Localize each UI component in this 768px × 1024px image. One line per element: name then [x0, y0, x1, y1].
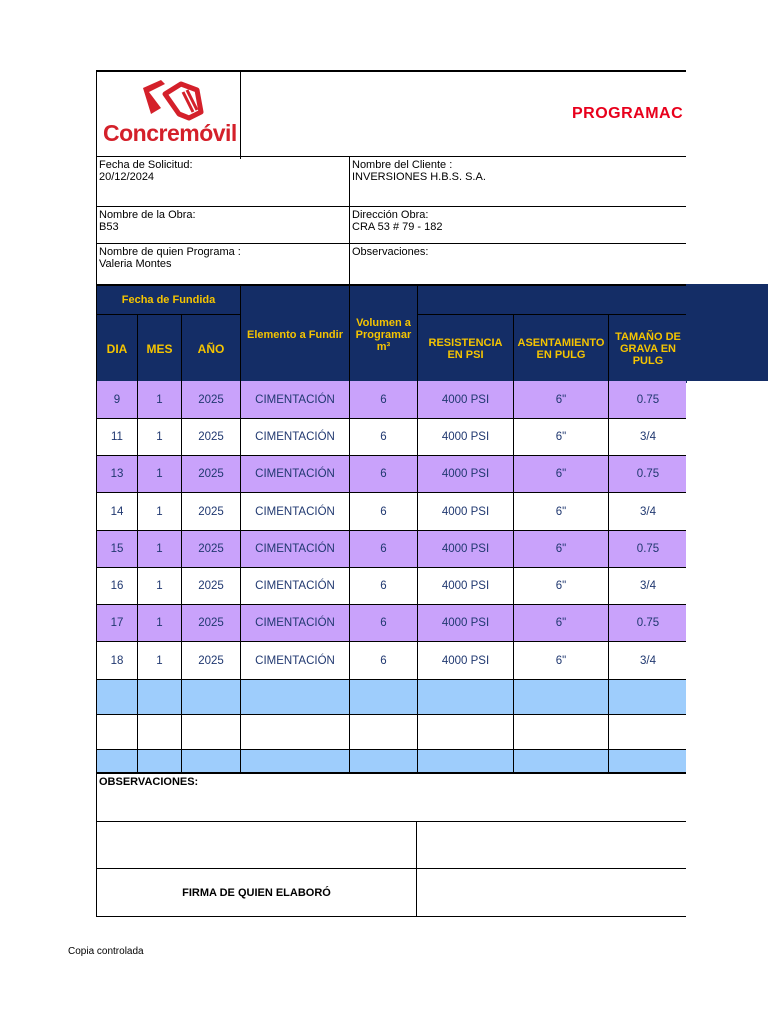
quien-programa [97, 244, 350, 285]
cell-dia: 9 [97, 381, 138, 418]
header-anio: AÑO [182, 314, 241, 383]
header-tamano: TAMAÑO DE GRAVA EN PULG [609, 314, 687, 383]
cell-mes: 1 [138, 456, 182, 492]
header-asentamiento: ASENTAMIENTO EN PULG [514, 314, 609, 383]
cell-empty [418, 680, 514, 714]
observaciones-label: Observaciones: [352, 246, 429, 258]
header-mes: MES [138, 314, 182, 383]
cell-asentamiento: 6" [514, 493, 609, 530]
header-volumen: Volumen a Programar m³ [350, 286, 418, 383]
nombre-obra [97, 207, 350, 244]
cell-volumen: 6 [350, 419, 418, 455]
header-band-extension [686, 284, 768, 381]
cell-empty [609, 680, 687, 714]
cell-empty [182, 750, 241, 772]
table-row-empty [96, 715, 686, 750]
cell-volumen: 6 [350, 642, 418, 679]
table-row [96, 381, 686, 419]
cell-empty [138, 680, 182, 714]
nombre-cliente [350, 157, 687, 207]
cell-empty [241, 680, 350, 714]
cell-empty [418, 715, 514, 749]
observaciones-section [96, 773, 686, 821]
cell-asentamiento: 6" [514, 381, 609, 418]
cell-volumen: 6 [350, 531, 418, 567]
cell-empty [609, 750, 687, 772]
cell-empty [514, 750, 609, 772]
cell-volumen: 6 [350, 381, 418, 418]
table-row [96, 531, 686, 568]
table-header [96, 284, 686, 381]
info-row-3 [96, 243, 686, 284]
obra-label: Nombre de la Obra: [99, 209, 196, 221]
direccion-value: CRA 53 # 79 - 182 [352, 221, 443, 233]
cell-elemento: CIMENTACIÓN [241, 493, 350, 530]
cell-empty [241, 750, 350, 772]
fecha-solicitud-label: Fecha de Solicitud: [99, 159, 193, 171]
cell-empty [241, 715, 350, 749]
header-elemento: Elemento a Fundir [241, 286, 350, 383]
direccion-obra [350, 207, 687, 244]
cell-empty [514, 680, 609, 714]
cell-asentamiento: 6" [514, 642, 609, 679]
cell-empty [182, 680, 241, 714]
cell-elemento: CIMENTACIÓN [241, 381, 350, 418]
fecha-solicitud-value: 20/12/2024 [99, 171, 155, 183]
cell-volumen: 6 [350, 493, 418, 530]
table-row-empty [96, 680, 686, 715]
cell-asentamiento: 6" [514, 419, 609, 455]
cell-resistencia: 4000 PSI [418, 568, 514, 604]
cell-resistencia: 4000 PSI [418, 456, 514, 492]
table-row [96, 493, 686, 531]
cell-asentamiento: 6" [514, 456, 609, 492]
cell-resistencia: 4000 PSI [418, 419, 514, 455]
cell-elemento: CIMENTACIÓN [241, 531, 350, 567]
cell-elemento: CIMENTACIÓN [241, 568, 350, 604]
cell-anio: 2025 [182, 642, 241, 679]
cell-dia: 11 [97, 419, 138, 455]
cell-tamano: 3/4 [640, 654, 656, 667]
cell-dia: 17 [97, 605, 138, 641]
table-row [96, 456, 686, 493]
cell-tamano: 3/4 [640, 505, 656, 518]
cell-dia: 13 [97, 456, 138, 492]
signature-row [96, 821, 686, 869]
logo-box [97, 72, 241, 159]
cell-tamano: 3/4 [640, 580, 656, 592]
cell-asentamiento: 6" [514, 568, 609, 604]
cell-mes: 1 [138, 568, 182, 604]
header-dia: DIA [97, 314, 138, 383]
firma-box-left [97, 869, 417, 916]
firma-label: FIRMA DE QUIEN ELABORÓ [182, 886, 331, 899]
concremovil-logo-icon [135, 74, 225, 124]
signature-box-right [417, 822, 687, 868]
cell-volumen: 6 [350, 568, 418, 604]
cell-empty [418, 750, 514, 772]
cell-mes: 1 [138, 605, 182, 641]
cell-empty [97, 715, 138, 749]
info-row-2 [96, 206, 686, 243]
cell-empty [609, 715, 687, 749]
table-row [96, 605, 686, 642]
document-title: PROGRAMAC [572, 105, 684, 122]
cell-empty [350, 680, 418, 714]
cell-anio: 2025 [182, 531, 241, 567]
cell-elemento: CIMENTACIÓN [241, 605, 350, 641]
cell-empty [182, 715, 241, 749]
cell-resistencia: 4000 PSI [418, 381, 514, 418]
cell-anio: 2025 [182, 419, 241, 455]
cell-dia: 16 [97, 568, 138, 604]
cell-resistencia: 4000 PSI [418, 642, 514, 679]
cell-anio: 2025 [182, 456, 241, 492]
cell-mes: 1 [138, 419, 182, 455]
info-row-1 [96, 156, 686, 206]
cell-tamano: 0.75 [636, 543, 660, 555]
cell-resistencia: 4000 PSI [418, 605, 514, 641]
cell-elemento: CIMENTACIÓN [241, 456, 350, 492]
cell-empty [97, 680, 138, 714]
cell-dia: 15 [97, 531, 138, 567]
logo-text: Concremóvil [103, 120, 237, 146]
observaciones-info [350, 244, 687, 285]
cell-empty [514, 715, 609, 749]
table-row [96, 419, 686, 456]
cliente-label: Nombre del Cliente : [352, 159, 453, 171]
cell-asentamiento: 6" [514, 531, 609, 567]
cell-anio: 2025 [182, 381, 241, 418]
firma-row [96, 869, 686, 917]
obra-value: B53 [99, 221, 119, 233]
cell-elemento: CIMENTACIÓN [241, 642, 350, 679]
cell-asentamiento: 6" [514, 605, 609, 641]
cell-anio: 2025 [182, 568, 241, 604]
cell-tamano: 0.75 [636, 617, 660, 629]
direccion-label: Dirección Obra: [352, 209, 429, 221]
header-resistencia: RESISTENCIA EN PSI [418, 314, 514, 383]
cell-mes: 1 [138, 531, 182, 567]
cell-anio: 2025 [182, 493, 241, 530]
cell-anio: 2025 [182, 605, 241, 641]
cell-empty [138, 715, 182, 749]
cell-resistencia: 4000 PSI [418, 531, 514, 567]
fecha-solicitud [97, 157, 350, 207]
cell-dia: 18 [97, 642, 138, 679]
cell-mes: 1 [138, 493, 182, 530]
cell-tamano: 0.75 [636, 468, 660, 480]
cell-volumen: 6 [350, 605, 418, 641]
cell-empty [350, 750, 418, 772]
cell-tamano: 0.75 [636, 393, 660, 406]
header-fecha-fundida: Fecha de Fundida [97, 286, 241, 314]
cell-dia: 14 [97, 493, 138, 530]
programa-label: Nombre de quien Programa : [99, 246, 241, 258]
cell-elemento: CIMENTACIÓN [241, 419, 350, 455]
table-row [96, 568, 686, 605]
cell-volumen: 6 [350, 456, 418, 492]
cell-empty [350, 715, 418, 749]
observaciones-title: OBSERVACIONES: [99, 776, 199, 788]
table-row-empty [96, 750, 686, 773]
programa-value: Valeria Montes [99, 258, 172, 270]
cell-mes: 1 [138, 381, 182, 418]
header-row [96, 70, 686, 157]
cell-mes: 1 [138, 642, 182, 679]
cell-tamano: 3/4 [640, 431, 656, 443]
table-row [96, 642, 686, 680]
cell-resistencia: 4000 PSI [418, 493, 514, 530]
header-group-top [418, 286, 687, 314]
cell-empty [97, 750, 138, 772]
copia-controlada: Copia controlada [68, 946, 144, 957]
signature-box-left [97, 822, 417, 868]
cliente-value: INVERSIONES H.B.S. S.A. [352, 171, 486, 183]
cell-empty [138, 750, 182, 772]
